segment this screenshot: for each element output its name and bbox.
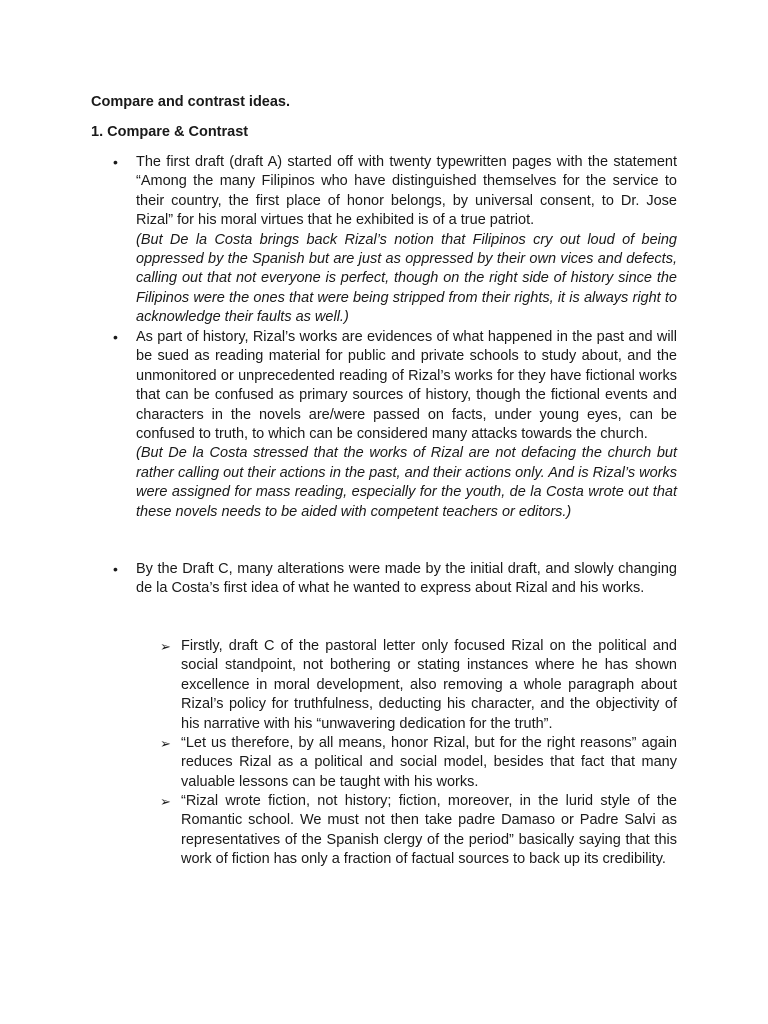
arrow-bullet-icon: ➢ xyxy=(160,794,171,809)
bullet-marker: • xyxy=(113,329,118,345)
bullet-note: (But De la Costa stressed that the works of Rizal are not defacing the church but rather calling out their actions in the past, and their actions only. And is Rizal’s works were assigned for mass reading, especially for the youth, de la Costa wrote out that these novels needs to be aided with competent teachers or editors.) xyxy=(136,445,677,520)
arrow-bullet-icon: ➢ xyxy=(160,736,171,751)
bullet-item xyxy=(136,560,677,599)
bullet-text: The first draft (draft A) started off with twenty typewritten pages with the statement “Among the many Filipinos who have distinguished themselves for the service to their country, the first place of honor belongs, by universal consent, to Dr. Jose Rizal” for his moral virtues that he exhibited is of a true patriot. xyxy=(136,154,677,229)
sub-bullet-item: “Rizal wrote fiction, not history; fiction, moreover, in the lurid style of the Romantic school. We must not then take padre Damaso or Padre Salvi as representatives of the Spanish clergy of the period” basically saying that this work of fiction has only a fraction of factual sources to back up its credibility. xyxy=(181,793,677,868)
section-heading: 1. Compare & Contrast xyxy=(91,124,249,140)
bullet-item xyxy=(136,153,677,328)
bullet-marker: • xyxy=(113,154,118,170)
bullet-marker: • xyxy=(113,561,118,577)
arrow-bullet-icon: ➢ xyxy=(160,639,171,654)
bullet-text: By the Draft C, many alterations were made by the initial draft, and slowly changing de la Costa’s first idea of what he wanted to express about Rizal and his works. xyxy=(136,561,677,597)
sub-bullet-item: “Let us therefore, by all means, honor Rizal, but for the right reasons” again reduces Rizal as a political and social model, besides that fact that many valuable lessons can be taught with his works. xyxy=(181,735,677,790)
bullet-note: (But De la Costa brings back Rizal’s notion that Filipinos cry out loud of being oppressed by the Spanish but are just as oppressed by their own vices and defects, calling out that not everyone is perfect, though on the right side of history since the Filipinos were the ones that were being stripped from their rights, it is always right to acknowledge their faults as well.) xyxy=(136,231,677,326)
bullet-item xyxy=(136,328,677,522)
sub-bullet-item: Firstly, draft C of the pastoral letter only focused Rizal on the political and social standpoint, not bothering or stating instances where he has shown excellence in moral development, also removing a whole paragraph about Rizal’s policy for truthfulness, deducting his character, and the objectivity of his narrative with his “unwavering dedication for the truth”. xyxy=(181,638,677,732)
bullet-text: As part of history, Rizal’s works are evidences of what happened in the past and will be sued as reading material for public and private schools to study about, and the unmonitored or unprecedented reading of Rizal’s works for they have fictional works that can be confused as primary sources of history, though the fictional events and characters in the novels are/were passed on facts, under young eyes, can be confused to truth, to which can be considered many attacks towards the church. xyxy=(136,329,677,443)
document-title: Compare and contrast ideas. xyxy=(91,94,291,110)
